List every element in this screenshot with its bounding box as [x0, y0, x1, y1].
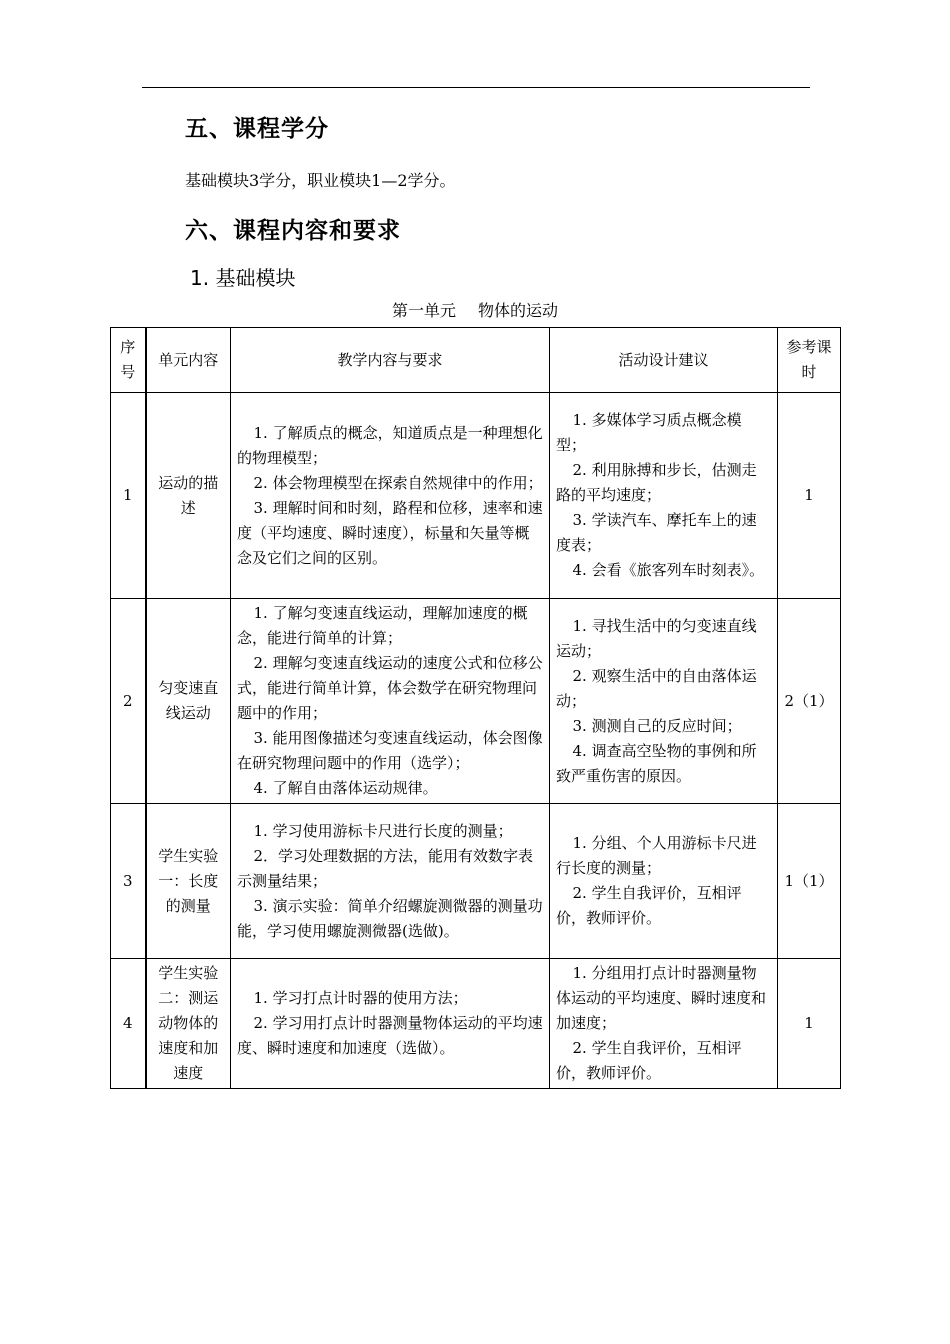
row-no: 4 — [111, 959, 146, 1089]
row-no: 2 — [111, 599, 146, 804]
activity-item: 2. 利用脉搏和步长，估测走路的平均速度； — [556, 461, 757, 504]
teaching-item: 4. 了解自由落体运动规律。 — [253, 779, 438, 797]
row-teaching — [231, 959, 550, 1089]
table-header-row — [111, 328, 841, 393]
row-no: 1 — [111, 393, 146, 599]
teaching-item: 2. 理解匀变速直线运动的速度公式和位移公式，能进行简单计算，体会数学在研究物理问题中的作用； — [237, 654, 543, 722]
section-5-title: 五、课程学分 — [185, 116, 329, 142]
row-hours: 1 — [778, 393, 841, 599]
activity-item: 4. 调查高空坠物的事例和所致严重伤害的原因。 — [556, 741, 757, 785]
activity-item: 1. 分组用打点计时器测量物体运动的平均速度、瞬时速度和加速度； — [556, 964, 767, 1032]
row-hours: 1 — [778, 959, 841, 1089]
teaching-item: 3. 理解时间和时刻，路程和位移，速率和速度（平均速度、瞬时速度），标量和矢量等概念及它们之间的区别。 — [237, 498, 543, 567]
activity-item: 2. 学生自我评价，互相评价，教师评价。 — [556, 1039, 742, 1082]
row-unit-name: 学生实验一：长度的测量 — [146, 804, 231, 959]
activity-item: 3. 测测自己的反应时间； — [572, 716, 742, 735]
unit-table — [110, 327, 841, 1089]
section-6-subtitle: 1. 基础模块 — [190, 266, 296, 290]
row-hours: 2（1） — [778, 599, 841, 804]
row-no: 3 — [111, 804, 146, 959]
row-activity — [550, 959, 778, 1089]
activity-item: 2. 学生自我评价，互相评价，教师评价。 — [556, 884, 742, 927]
teaching-item: 1. 学习打点计时器的使用方法； — [253, 989, 468, 1007]
header-no: 序号 — [111, 328, 146, 393]
row-hours: 1（1） — [778, 804, 841, 959]
table-row — [111, 959, 841, 1089]
activity-item: 4. 会看《旅客列车时刻表》。 — [572, 561, 765, 579]
activity-item: 3. 学读汽车、摩托车上的速度表； — [556, 511, 757, 554]
row-teaching — [231, 804, 550, 959]
teaching-item: 3. 能用图像描述匀变速直线运动，体会图像在研究物理问题中的作用（选学）； — [237, 729, 543, 772]
activity-item: 1. 分组、个人用游标卡尺进行长度的测量； — [556, 834, 757, 877]
header-content: 单元内容 — [146, 328, 231, 393]
teaching-item: 1. 了解质点的概念，知道质点是一种理想化的物理模型； — [237, 423, 543, 467]
teaching-item: 1. 学习使用游标卡尺进行长度的测量； — [253, 821, 513, 840]
header-activity: 活动设计建议 — [550, 328, 778, 393]
activity-item: 1. 寻找生活中的匀变速直线运动； — [556, 616, 757, 660]
teaching-item: 1. 了解匀变速直线运动，理解加速度的概念，能进行简单的计算； — [237, 604, 528, 647]
section-5-text: 基础模块3学分，职业模块1—2学分。 — [185, 171, 456, 190]
section-6-title: 六、课程内容和要求 — [185, 218, 401, 244]
caption-title: 物体的运动 — [478, 301, 559, 320]
header-hours: 参考课时 — [778, 328, 841, 393]
teaching-item: 2. 学习用打点计时器测量物体运动的平均速度、瞬时速度和加速度（选做）。 — [237, 1014, 543, 1057]
row-activity — [550, 599, 778, 804]
teaching-item: 2. 体会物理模型在探索自然规律中的作用； — [253, 473, 543, 492]
table-row — [111, 599, 841, 804]
page-header-rule — [142, 87, 810, 88]
row-activity — [550, 393, 778, 599]
row-unit-name: 运动的描述 — [146, 393, 231, 599]
table-row — [111, 804, 841, 959]
table-caption — [0, 298, 950, 321]
row-teaching — [231, 393, 550, 599]
header-teaching: 教学内容与要求 — [231, 328, 550, 393]
table-row — [111, 393, 841, 599]
activity-item: 2. 观察生活中的自由落体运动； — [556, 666, 757, 710]
caption-unit: 第一单元 — [391, 301, 456, 320]
teaching-item: 2．学习处理数据的方法，能用有效数字表示测量结果； — [237, 846, 534, 890]
activity-item: 1. 多媒体学习质点概念模型； — [556, 411, 742, 454]
row-teaching — [231, 599, 550, 804]
row-activity — [550, 804, 778, 959]
row-unit-name: 匀变速直线运动 — [146, 599, 231, 804]
row-unit-name: 学生实验二：测运动物体的速度和加速度 — [146, 959, 231, 1089]
teaching-item: 3. 演示实验：简单介绍螺旋测微器的测量功能，学习使用螺旋测微器(选做)。 — [237, 896, 543, 940]
